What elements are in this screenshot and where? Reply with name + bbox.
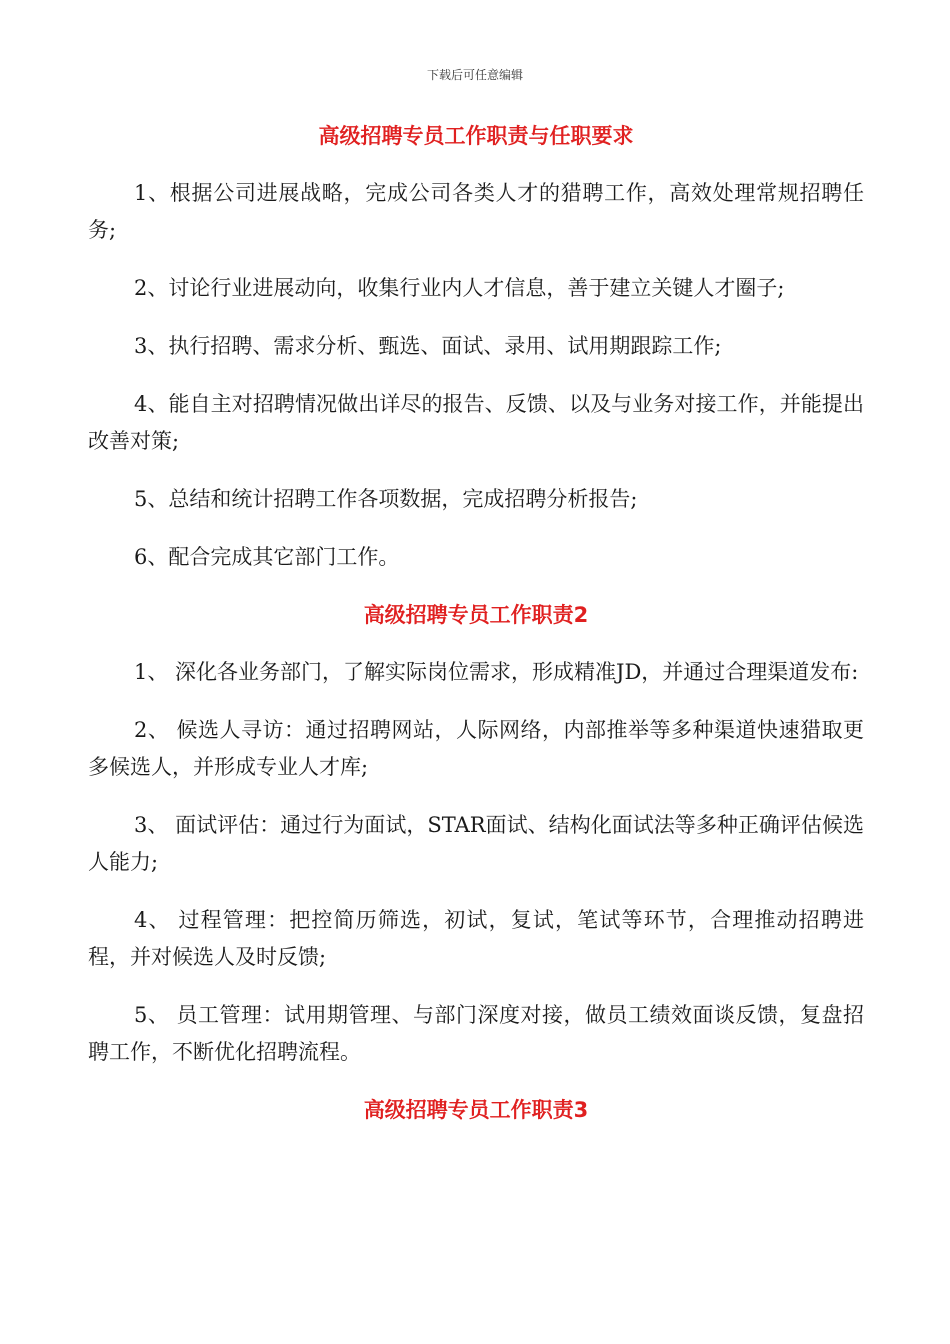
duty-item-2-2: 2、 候选人寻访：通过招聘网站，人际网络，内部推举等多种渠道快速猎取更多候选人，并形成专业人才库; [88, 718, 864, 779]
duty-item-1-6: 6、配合完成其它部门工作。 [134, 545, 400, 569]
duty-item-1-2: 2、讨论行业进展动向，收集行业内人才信息，善于建立关键人才圈子; [134, 276, 785, 300]
duty-item-2-5: 5、 员工管理：试用期管理、与部门深度对接，做员工绩效面谈反馈，复盘招聘工作，不断优化招聘流程。 [88, 1003, 864, 1064]
section-title-2: 高级招聘专员工作职责2 [363, 603, 589, 627]
duty-item-2-4: 4、 过程管理：把控简历筛选，初试，复试，笔试等环节，合理推动招聘进程，并对候选人及时反馈; [88, 908, 864, 969]
header-note: 下载后可任意编辑 [426, 68, 523, 82]
duty-item-1-1: 1、根据公司进展战略，完成公司各类人才的猎聘工作，高效处理常规招聘任务; [88, 181, 864, 242]
duty-item-2-1: 1、 深化各业务部门，了解实际岗位需求，形成精准JD，并通过合理渠道发布: [134, 660, 859, 684]
duty-item-1-4: 4、能自主对招聘情况做出详尽的报告、反馈、以及与业务对接工作，并能提出改善对策; [88, 392, 864, 453]
duty-item-2-3: 3、 面试评估：通过行为面试，STAR面试、结构化面试法等多种正确评估候选人能力; [88, 813, 864, 874]
section-title-1: 高级招聘专员工作职责与任职要求 [318, 124, 634, 148]
duty-item-1-3: 3、执行招聘、需求分析、甄选、面试、录用、试用期跟踪工作; [134, 334, 722, 358]
duty-item-1-5: 5、总结和统计招聘工作各项数据，完成招聘分析报告; [134, 487, 638, 511]
document-body [88, 118, 864, 1128]
section-title-3: 高级招聘专员工作职责3 [363, 1098, 589, 1122]
